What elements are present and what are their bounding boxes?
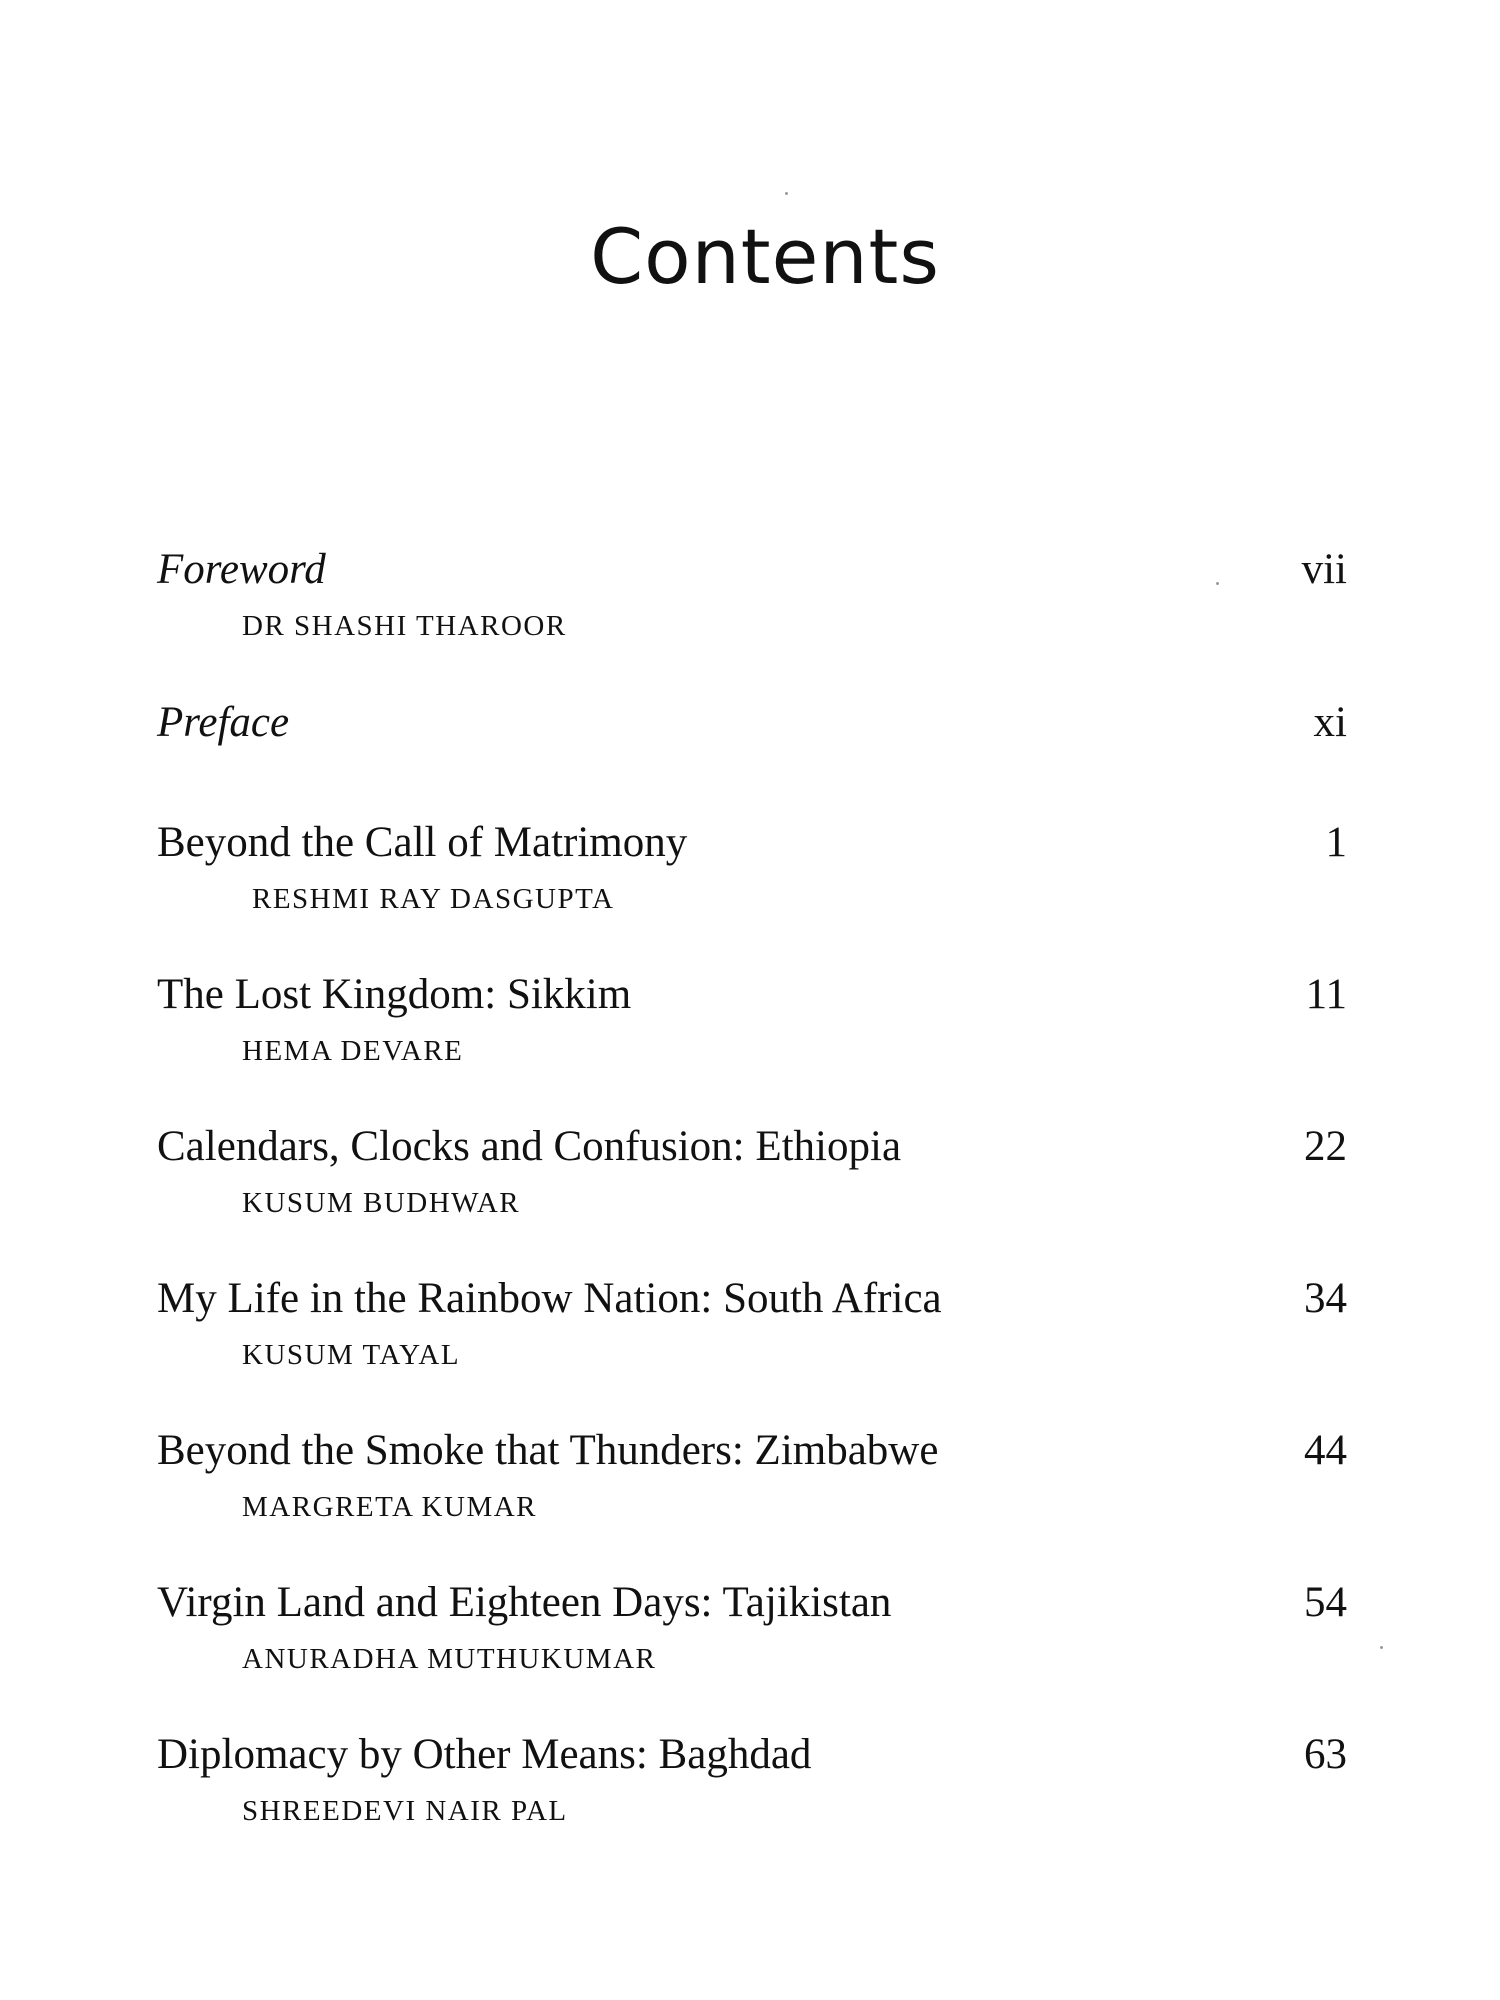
scan-speck <box>1380 1646 1383 1649</box>
entry-title: Diplomacy by Other Means: Baghdad <box>157 1731 812 1778</box>
toc-entry[interactable] <box>157 813 1347 915</box>
entry-page-number: 1 <box>1325 819 1347 866</box>
entry-author: KUSUM BUDHWAR <box>242 1187 521 1219</box>
entry-title: Beyond the Call of Matrimony <box>157 819 688 866</box>
entry-page-number: vii <box>1301 546 1347 593</box>
entry-page-number: 11 <box>1305 971 1347 1018</box>
entry-author: ANURADHA MUTHUKUMAR <box>242 1643 657 1675</box>
toc-entry[interactable] <box>157 1725 1347 1827</box>
toc-entry[interactable] <box>157 1421 1347 1523</box>
entry-title: Beyond the Smoke that Thunders: Zimbabwe <box>157 1427 939 1474</box>
entry-title: Foreword <box>157 546 326 593</box>
entry-page-number: xi <box>1313 699 1347 746</box>
toc-entry-preface[interactable] <box>157 693 1347 753</box>
toc-entry[interactable] <box>157 965 1347 1067</box>
entry-title: My Life in the Rainbow Nation: South Africa <box>157 1275 942 1322</box>
entry-page-number: 63 <box>1304 1731 1347 1778</box>
entry-page-number: 34 <box>1304 1275 1347 1322</box>
entry-title: The Lost Kingdom: Sikkim <box>157 971 632 1018</box>
entry-author: HEMA DEVARE <box>242 1035 464 1067</box>
entry-page-number: 54 <box>1304 1579 1347 1626</box>
page-title: Contents <box>590 212 940 301</box>
toc-entry[interactable] <box>157 1117 1347 1219</box>
entry-title: Virgin Land and Eighteen Days: Tajikistan <box>157 1579 892 1626</box>
entry-page-number: 44 <box>1304 1427 1347 1474</box>
toc-entry-foreword[interactable] <box>157 540 1347 642</box>
entry-page-number: 22 <box>1304 1123 1347 1170</box>
scan-speck <box>1216 582 1219 585</box>
entry-author: MARGRETA KUMAR <box>242 1491 538 1523</box>
toc-entry[interactable] <box>157 1573 1347 1675</box>
entry-author: DR SHASHI THAROOR <box>242 610 567 642</box>
entry-author: KUSUM TAYAL <box>242 1339 461 1371</box>
scan-speck <box>785 192 788 195</box>
entry-title: Preface <box>157 699 290 746</box>
toc-entry[interactable] <box>157 1269 1347 1371</box>
entry-author: RESHMI RAY DASGUPTA <box>252 883 615 915</box>
entry-title: Calendars, Clocks and Confusion: Ethiopia <box>157 1123 902 1170</box>
entry-author: SHREEDEVI NAIR PAL <box>242 1795 568 1827</box>
